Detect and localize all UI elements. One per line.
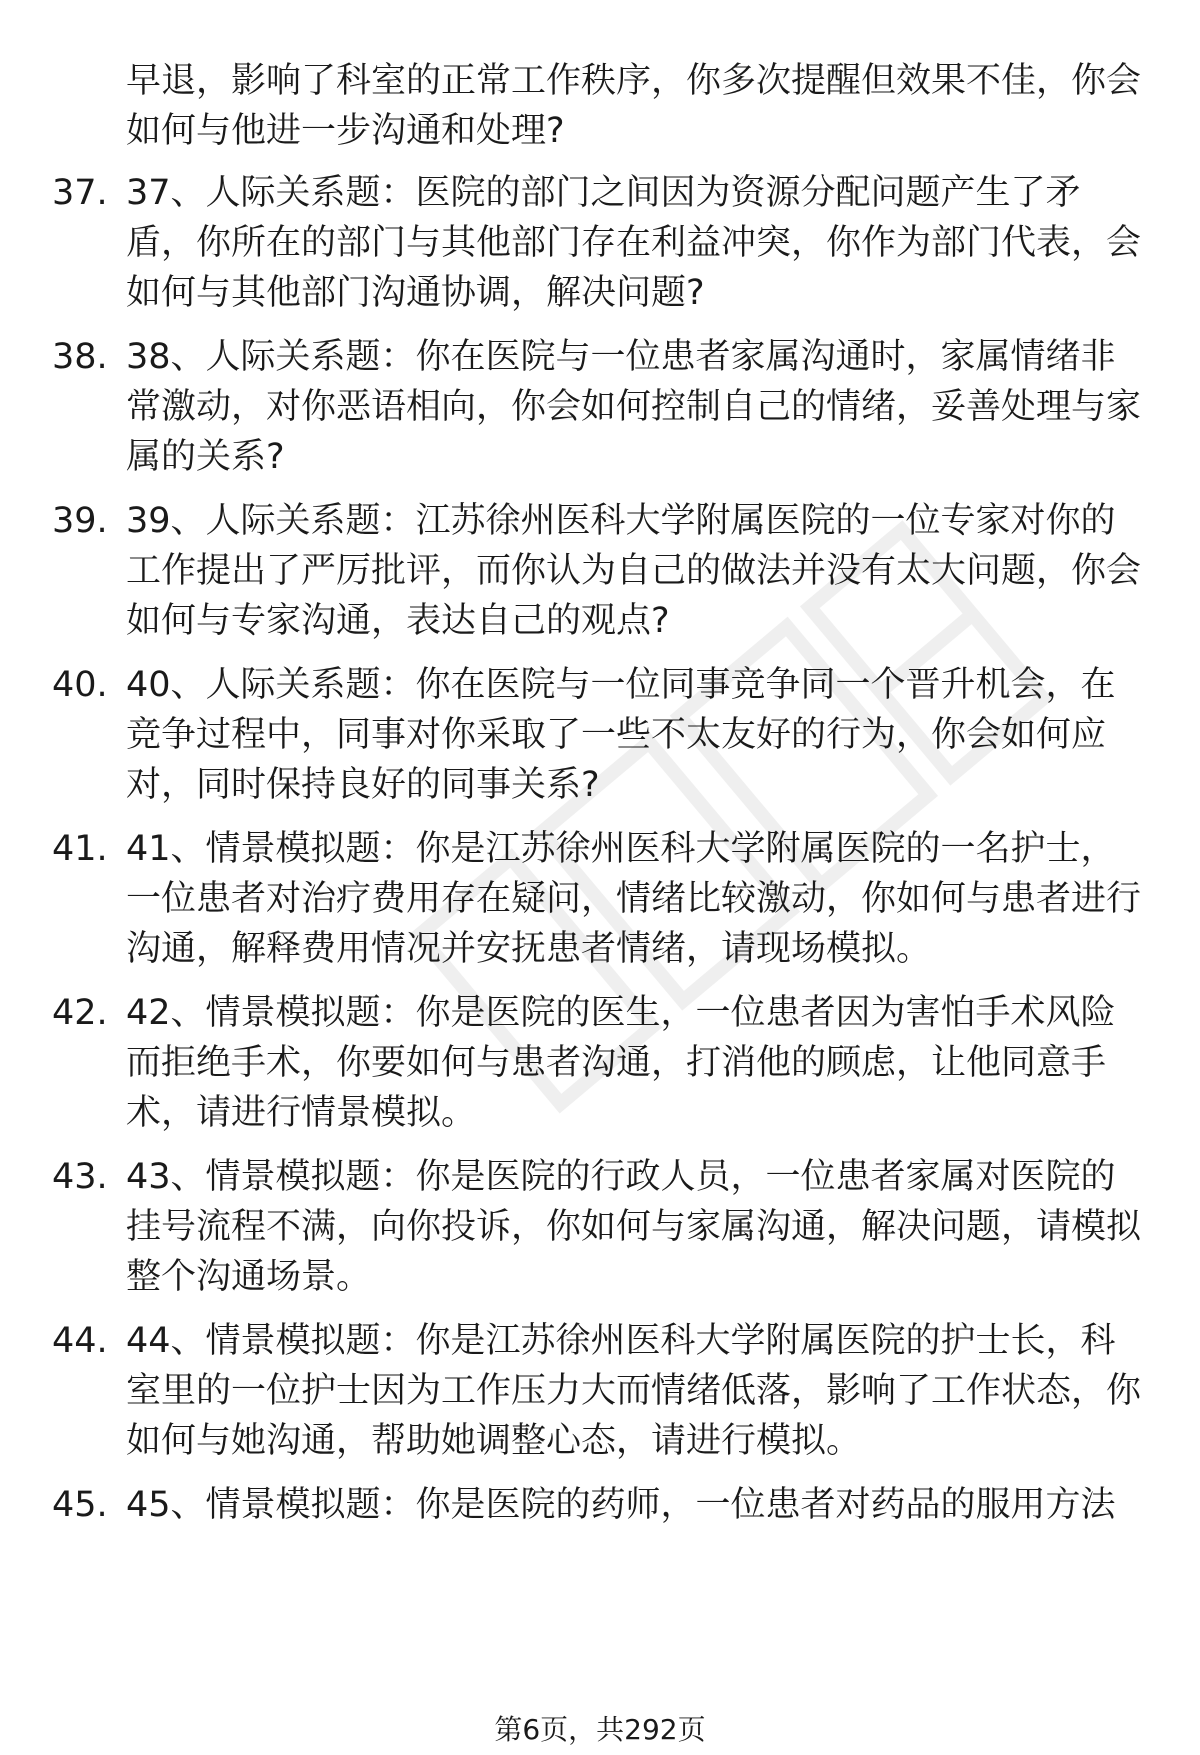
- item-number: 42.: [52, 993, 108, 1033]
- item-text: 40、人际关系题：你在医院与一位同事竞争同一个晋升机会，在竞争过程中，同事对你采取了一些不太友好的行为，你会如何应对，同时保持良好的同事关系?: [126, 665, 1116, 805]
- item-text: 43、情景模拟题：你是医院的行政人员，一位患者家属对医院的挂号流程不满，向你投诉，你如何与家属沟通，解决问题，请模拟整个沟通场景。: [126, 1157, 1142, 1297]
- item-text: 39、人际关系题：江苏徐州医科大学附属医院的一位专家对你的工作提出了严厉批评，而你认为自己的做法并没有太大问题，你会如何与专家沟通，表达自己的观点?: [126, 501, 1142, 641]
- item-number: 43.: [52, 1157, 108, 1197]
- item-number: 41.: [52, 829, 108, 869]
- item-text: 38、人际关系题：你在医院与一位患者家属沟通时，家属情绪非常激动，对你恶语相向，你会如何控制自己的情绪，妥善处理与家属的关系?: [126, 337, 1142, 477]
- item-text: 41、情景模拟题：你是江苏徐州医科大学附属医院的一名护士，一位患者对治疗费用存在疑问，情绪比较激动，你如何与患者进行沟通，解释费用情况并安抚患者情绪，请现场模拟。: [126, 829, 1142, 969]
- item-text: 45、情景模拟题：你是医院的药师，一位患者对药品的服用方法: [126, 1485, 1116, 1525]
- continuation-text: 早退，影响了科室的正常工作秩序，你多次提醒但效果不佳，你会如何与他进一步沟通和处理?: [126, 61, 1142, 151]
- item-number: 39.: [52, 501, 108, 541]
- item-number: 37.: [52, 173, 108, 213]
- item-number: 44.: [52, 1321, 108, 1361]
- item-text: 37、人际关系题：医院的部门之间因为资源分配问题产生了矛盾，你所在的部门与其他部门存在利益冲突，你作为部门代表，会如何与其他部门沟通协调，解决问题?: [126, 173, 1142, 313]
- page-footer: 第6页，共292页: [494, 1713, 706, 1746]
- item-number: 38.: [52, 337, 108, 377]
- item-text: 42、情景模拟题：你是医院的医生，一位患者因为害怕手术风险而拒绝手术，你要如何与患者沟通，打消他的顾虑，让他同意手术，请进行情景模拟。: [126, 993, 1116, 1133]
- item-number: 45.: [52, 1485, 108, 1525]
- item-text: 44、情景模拟题：你是江苏徐州医科大学附属医院的护士长，科室里的一位护士因为工作压力大而情绪低落，影响了工作状态，你如何与她沟通，帮助她调整心态，请进行模拟。: [126, 1321, 1142, 1461]
- item-number: 40.: [52, 665, 108, 705]
